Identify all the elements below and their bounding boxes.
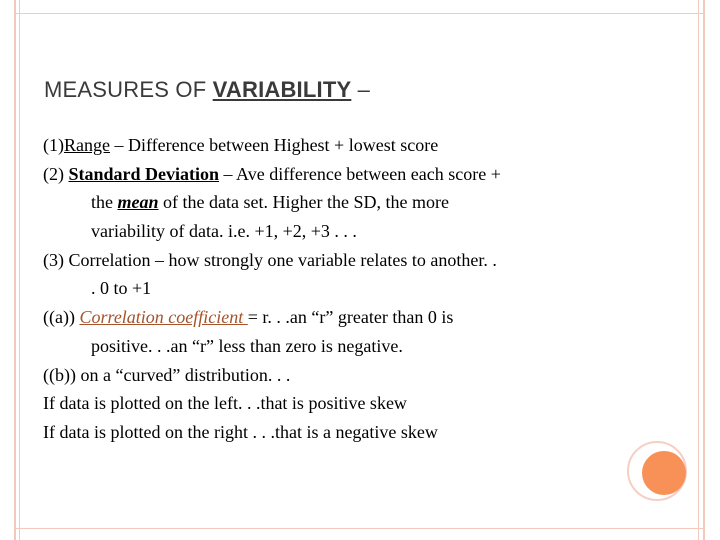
line-standard-deviation <box>43 160 663 189</box>
line-positive-skew: If data is plotted on the left. . .that is positive skew <box>43 393 407 414</box>
line-sd-continued <box>43 188 663 217</box>
title-prefix: MEASURES OF <box>44 77 213 102</box>
line-prefix: ((a)) <box>43 307 80 328</box>
line-text: – Difference between Highest + lowest score <box>109 135 439 155</box>
slide-body <box>43 131 663 447</box>
frame-line-right <box>703 0 705 540</box>
line-sd-examples: variability of data. i.e. +1, +2, +3 . . . <box>91 221 357 242</box>
line-correlation: (3) Correlation – how strongly one variable relates to another. . <box>43 249 497 270</box>
line-range <box>43 131 663 160</box>
line-correlation-coefficient <box>43 303 663 332</box>
line-curved-distribution: ((b)) on a “curved” distribution. . . <box>43 364 291 385</box>
line-coefficient-continued: positive. . .an “r” less than zero is negative. <box>91 335 403 356</box>
line-text: = r. . .an “r” greater than 0 is <box>247 307 454 328</box>
frame-line-bottom <box>14 528 705 529</box>
line-correlation-range: . 0 to +1 <box>91 278 152 299</box>
line-prefix: (2) <box>43 163 69 184</box>
term-standard-deviation: Standard Deviation <box>68 163 220 184</box>
line-text: – Ave difference between each score + <box>219 163 501 184</box>
line-prefix: (1) <box>43 135 64 155</box>
title-suffix: – <box>351 77 371 102</box>
frame-line-left <box>14 0 16 540</box>
line-negative-skew: If data is plotted on the right . . .that is a negative skew <box>43 421 438 442</box>
frame-line-top <box>14 13 705 14</box>
term-mean: mean <box>117 192 159 213</box>
frame-line-right-inner <box>698 0 699 540</box>
slide-title <box>44 77 370 103</box>
decorative-circle-filled <box>642 451 686 495</box>
line-text: of the data set. Higher the SD, the more <box>158 192 449 213</box>
title-keyword: VARIABILITY <box>212 77 352 102</box>
term-range: Range <box>64 135 110 155</box>
frame-line-left-inner <box>19 0 20 540</box>
line-text: the <box>91 192 118 213</box>
term-correlation-coefficient-link[interactable]: Correlation coefficient <box>79 307 248 328</box>
